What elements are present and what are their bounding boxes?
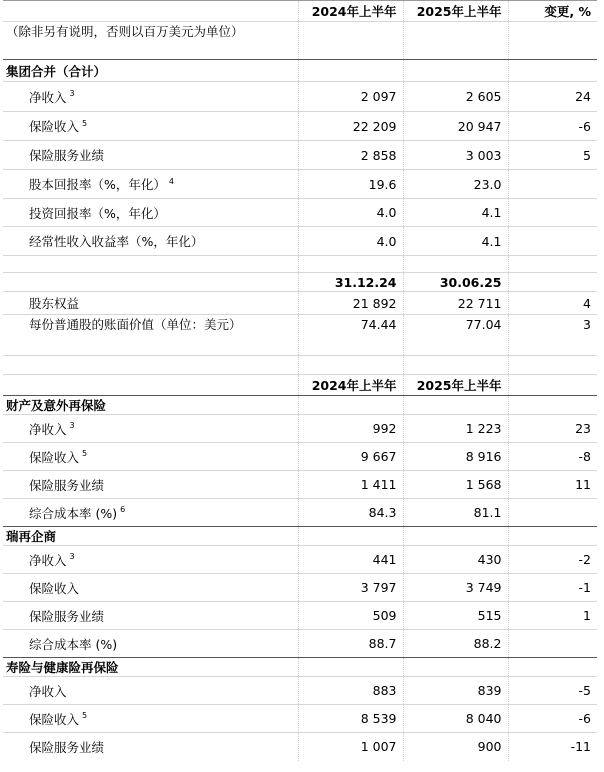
header-h1-2024: 2024年上半年 [298, 1, 403, 22]
empty-cell [403, 527, 508, 546]
section-header-pc-reinsurance [3, 396, 597, 415]
empty-cell [298, 256, 403, 273]
value-2024: 88.7 [298, 630, 403, 658]
empty-cell [508, 375, 597, 396]
financial-summary-table [3, 0, 597, 761]
value-2024: 4.0 [298, 227, 403, 256]
value-2024: 21 892 [298, 292, 403, 315]
value-2024: 4.0 [298, 199, 403, 227]
header-row [3, 1, 597, 22]
table-row [3, 227, 597, 256]
value-2025: 8 040 [403, 705, 508, 733]
table-row [3, 630, 597, 658]
empty-cell [403, 22, 508, 60]
empty-cell [508, 658, 597, 677]
value-2025: 8 916 [403, 443, 508, 471]
empty-cell [3, 273, 298, 292]
spacer-row [3, 356, 597, 375]
value-change [508, 630, 597, 658]
footnote-marker: 5 [82, 711, 88, 721]
row-label: 保险收入 $^5$ [3, 705, 298, 733]
empty-cell [298, 356, 403, 375]
balance-date-header-row [3, 273, 597, 292]
header-row-segments [3, 375, 597, 396]
value-change [508, 170, 597, 199]
table-row [3, 112, 597, 141]
section-title-corporate-solutions: 瑞再企商 [3, 527, 298, 546]
empty-cell [298, 658, 403, 677]
value-2025: 3 003 [403, 141, 508, 170]
section-title-life-health: 寿险与健康险再保险 [3, 658, 298, 677]
table-row [3, 199, 597, 227]
value-change [508, 227, 597, 256]
empty-cell [508, 256, 597, 273]
unit-note: （除非另有说明，否则以百万美元为单位） [3, 22, 298, 60]
table-row [3, 546, 597, 574]
value-change: 23 [508, 415, 597, 443]
empty-cell [508, 60, 597, 82]
empty-cell [298, 527, 403, 546]
value-2024: 2 858 [298, 141, 403, 170]
row-label: 净收入 $^3$ [3, 415, 298, 443]
row-label: 经常性收入收益率（%，年化） [3, 227, 298, 256]
value-2025: 81.1 [403, 499, 508, 527]
value-2025: 839 [403, 677, 508, 705]
empty-cell [298, 396, 403, 415]
date-2024-year-end: 31.12.24 [298, 273, 403, 292]
table-row [3, 574, 597, 602]
value-2025: 20 947 [403, 112, 508, 141]
value-change: -8 [508, 443, 597, 471]
value-2025: 430 [403, 546, 508, 574]
value-2024: 509 [298, 602, 403, 630]
value-change: -5 [508, 677, 597, 705]
value-2025: 4.1 [403, 227, 508, 256]
row-label: 股本回报率（%，年化） $^4$ [3, 170, 298, 199]
value-change: 3 [508, 315, 597, 356]
table-row [3, 315, 597, 356]
empty-cell [403, 396, 508, 415]
value-2024: 74.44 [298, 315, 403, 356]
value-2025: 3 749 [403, 574, 508, 602]
value-2024: 992 [298, 415, 403, 443]
empty-cell [298, 60, 403, 82]
table-body [3, 1, 597, 761]
empty-cell [508, 396, 597, 415]
row-label: 保险服务业绩 [3, 602, 298, 630]
table-row [3, 415, 597, 443]
value-2024: 19.6 [298, 170, 403, 199]
empty-cell [403, 356, 508, 375]
value-change: 4 [508, 292, 597, 315]
section-title-group: 集团合并（合计） [3, 60, 298, 82]
table-row [3, 499, 597, 527]
value-2024: 84.3 [298, 499, 403, 527]
table-row [3, 705, 597, 733]
value-2024: 3 797 [298, 574, 403, 602]
header-h1-2025: 2025年上半年 [403, 1, 508, 22]
value-change: -6 [508, 705, 597, 733]
value-2024: 9 667 [298, 443, 403, 471]
value-2025: 1 568 [403, 471, 508, 499]
header-h1-2024: 2024年上半年 [298, 375, 403, 396]
table-row [3, 677, 597, 705]
row-label: 净收入 [3, 677, 298, 705]
empty-cell [403, 60, 508, 82]
unit-note-row [3, 22, 597, 60]
value-2024: 1 411 [298, 471, 403, 499]
table-row [3, 602, 597, 630]
value-change: 11 [508, 471, 597, 499]
empty-cell [3, 356, 298, 375]
empty-cell [508, 273, 597, 292]
section-header-corporate-solutions [3, 527, 597, 546]
value-change: 5 [508, 141, 597, 170]
empty-cell [3, 256, 298, 273]
footnote-marker: 5 [82, 449, 88, 459]
table-row [3, 733, 597, 761]
footnote-marker: 3 [69, 89, 75, 99]
header-h1-2025: 2025年上半年 [403, 375, 508, 396]
row-label: 净收入 $^3$ [3, 546, 298, 574]
row-label: 保险服务业绩 [3, 141, 298, 170]
value-2024: 22 209 [298, 112, 403, 141]
row-label: 综合成本率 (%) $^6$ [3, 499, 298, 527]
spacer-row [3, 256, 597, 273]
row-label: 每份普通股的账面价值（单位：美元） [3, 315, 298, 356]
section-header-group [3, 60, 597, 82]
date-2025-midyear: 30.06.25 [403, 273, 508, 292]
empty-cell [298, 22, 403, 60]
row-label: 投资回报率（%，年化） [3, 199, 298, 227]
footnote-marker: 3 [69, 552, 75, 562]
value-2024: 441 [298, 546, 403, 574]
value-2025: 1 223 [403, 415, 508, 443]
value-2024: 1 007 [298, 733, 403, 761]
value-2024: 8 539 [298, 705, 403, 733]
header-blank [3, 375, 298, 396]
row-label: 保险收入 [3, 574, 298, 602]
row-label: 保险服务业绩 [3, 733, 298, 761]
value-2025: 22 711 [403, 292, 508, 315]
value-change: -6 [508, 112, 597, 141]
value-change: 1 [508, 602, 597, 630]
empty-cell [403, 658, 508, 677]
row-label: 保险收入 $^5$ [3, 443, 298, 471]
table-row [3, 82, 597, 112]
value-change: 24 [508, 82, 597, 112]
empty-cell [508, 356, 597, 375]
value-2025: 515 [403, 602, 508, 630]
row-label: 综合成本率 (%) [3, 630, 298, 658]
header-change-pct: 变更, % [508, 1, 597, 22]
value-2025: 900 [403, 733, 508, 761]
value-2025: 88.2 [403, 630, 508, 658]
table-row [3, 141, 597, 170]
table-row [3, 471, 597, 499]
empty-cell [508, 22, 597, 60]
footnote-marker: 4 [168, 176, 174, 186]
empty-cell [508, 527, 597, 546]
table-row [3, 292, 597, 315]
value-2025: 4.1 [403, 199, 508, 227]
value-change: -11 [508, 733, 597, 761]
value-2025: 77.04 [403, 315, 508, 356]
empty-cell [403, 256, 508, 273]
value-change [508, 199, 597, 227]
value-2024: 883 [298, 677, 403, 705]
footnote-marker: 3 [69, 421, 75, 431]
value-2024: 2 097 [298, 82, 403, 112]
section-header-life-health [3, 658, 597, 677]
table-row [3, 170, 597, 199]
header-blank [3, 1, 298, 22]
section-title-pc-reinsurance: 财产及意外再保险 [3, 396, 298, 415]
footnote-marker: 5 [82, 118, 88, 128]
table-row [3, 443, 597, 471]
value-change: -1 [508, 574, 597, 602]
row-label: 净收入 $^3$ [3, 82, 298, 112]
value-change [508, 499, 597, 527]
row-label: 股东权益 [3, 292, 298, 315]
value-change: -2 [508, 546, 597, 574]
value-2025: 23.0 [403, 170, 508, 199]
footnote-marker: 6 [120, 505, 126, 515]
value-2025: 2 605 [403, 82, 508, 112]
row-label: 保险服务业绩 [3, 471, 298, 499]
row-label: 保险收入 $^5$ [3, 112, 298, 141]
